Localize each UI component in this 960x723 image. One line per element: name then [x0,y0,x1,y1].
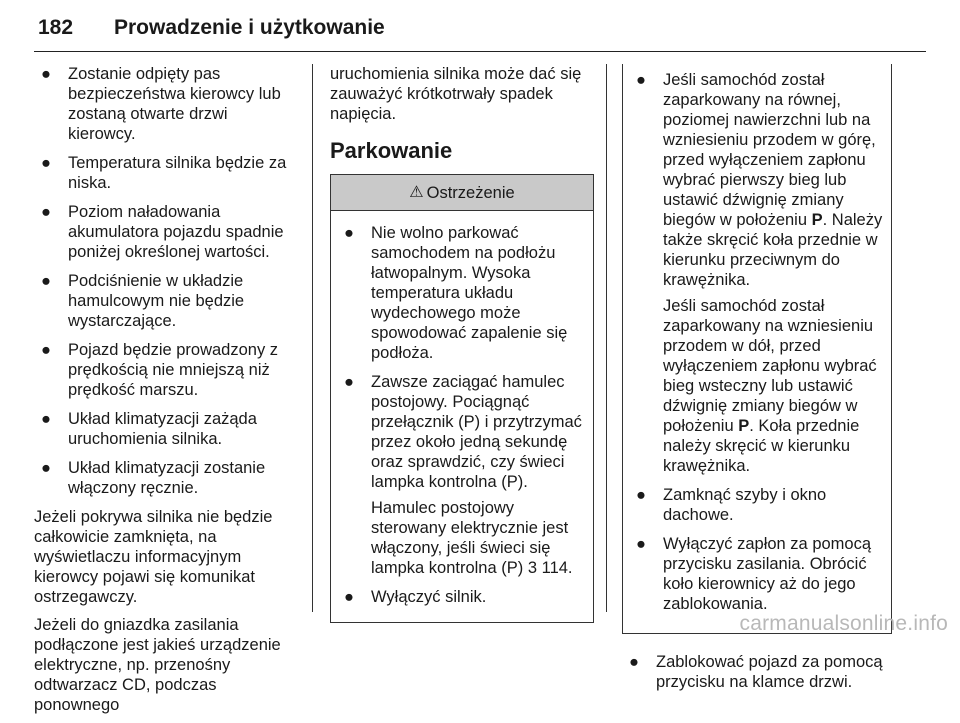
watermark: carmanualsonline.info [739,612,948,635]
list-item: ● Zostanie odpięty pas bezpieczeństwa kierowcy lub zostaną otwarte drzwi kierowcy. [41,65,281,143]
bullet-icon: ● [636,535,646,553]
parking-final-step [622,652,892,692]
bullet-icon: ● [629,653,639,671]
list-item-continuation: Jeśli samochód został zaparkowany na wzniesieniu przodem w dół, przed wyłączeniem zapłonu wybrać bieg wsteczny lub ustawić dźwignię zmiany biegów w położeniu P. Koła przednie należy skręcić w kierunku krawężnika. [663,297,877,475]
bullet-icon: ● [41,341,51,359]
column-divider-2 [606,64,607,612]
list-item: ● Układ klimatyzacji zostanie włączony ręcznie. [41,459,266,497]
column-divider-1 [312,64,313,612]
parking-brake-icon: (P) [501,559,524,577]
page-header [34,8,926,52]
section-title: Parkowanie [330,138,453,163]
list-item: ● Podciśnienie w układzie hamulcowym nie będzie wystarczające. [41,272,245,330]
warning-icon: ⚠ [409,183,424,201]
parking-brake-icon: (P) [501,473,524,491]
list-item: ● Poziom naładowania akumulatora pojazdu spadnie poniżej określonej wartości. [41,203,284,261]
list-item: ● Pojazd będzie prowadzony z prędkością nie mniejszą niż prędkość marszu. [41,341,279,399]
bullet-icon: ● [344,224,354,242]
warning-list [337,223,587,607]
list-item: ● Wyłączyć silnik. [344,588,487,606]
bullet-icon: ● [636,486,646,504]
parking-brake-icon: (P) [458,413,481,431]
list-item: ● Nie wolno parkować samochodem na podłożu łatwopalnym. Wysoka temperatura układu wydechowego może spowodować zapalenie się podłoża. [344,224,568,362]
parking-steps-list [629,70,885,614]
paragraph: Jeżeli pokrywa silnika nie będzie całkowicie zamknięta, na wyświetlaczu informacyjnym kierowcy pojawi się komunikat ostrzegawczy. [34,508,273,606]
page-number: 182 [38,16,74,39]
paragraph: uruchomienia silnika może dać się zauważyć krótkotrwały spadek napięcia. [330,65,582,123]
page-reference[interactable]: 114. [541,559,573,577]
condition-list [34,64,298,498]
list-item: ● Zamknąć szyby i okno dachowe. [636,486,827,524]
bullet-icon: ● [41,410,51,428]
column-2 [330,64,594,623]
parking-steps-box [622,64,892,634]
column-1 [34,64,298,723]
bullet-icon: ● [41,272,51,290]
column-3 [622,64,892,701]
gear-position-p: P [811,211,823,229]
warning-box [330,174,594,623]
bullet-icon: ● [41,65,51,83]
list-item-continuation: Hamulec postojowy sterowany elektrycznie jest włączony, jeśli świeci się lampka kontrolna (P) 3 114. [371,499,573,577]
list-item: ● Wyłączyć zapłon za pomocą przycisku zasilania. Obrócić koło kierownicy aż do jego zablokowania. [636,535,872,613]
page-reference-icon: 3 [527,559,538,577]
bullet-icon: ● [41,203,51,221]
bullet-icon: ● [41,154,51,172]
bullet-icon: ● [636,71,646,89]
bullet-icon: ● [344,588,354,606]
list-item: ● Zawsze zaciągać hamulec postojowy. Pociągnąć przełącznik (P) i przytrzymać przez około jedną sekundę oraz sprawdzić, czy świeci lampka kontrolna (P). Hamulec postojowy sterowany elektrycznie jest włączony, jeśli świeci się lampka kontrolna (P) 3 114. [337,372,587,578]
list-item: ● Temperatura silnika będzie za niska. [41,154,287,192]
list-item: ● Jeśli samochód został zaparkowany na równej, poziomej nawierzchni lub na wzniesieniu przodem w górę, przed wyłączeniem zapłonu wybrać pierwszy bieg lub ustawić dźwignię zmiany biegów w położeniu P. Należy także skręcić koła przednie w kierunku przeciwnym do krawężnika. Jeśli samochód został zaparkowany na wzniesieniu przodem w dół, przed wyłączeniem zapłonu wybrać bieg wsteczny lub ustawić dźwignię zmiany biegów w położeniu P. Koła przednie należy skręcić w kierunku krawężnika. [629,70,885,476]
warning-body [331,211,593,622]
bullet-icon: ● [344,373,354,391]
paragraph: Jeżeli do gniazdka zasilania podłączone jest jakieś urządzenie elektryczne, np. przenośny odtwarzacz CD, podczas ponownego [34,616,281,714]
warning-header [331,175,593,211]
warning-title: Ostrzeżenie [426,183,515,202]
list-item: ● Zablokować pojazd za pomocą przycisku na klamce drzwi. [629,653,883,691]
gear-position-p: P [738,417,750,435]
page-title: Prowadzenie i użytkowanie [114,16,385,39]
list-item: ● Układ klimatyzacji zażąda uruchomienia silnika. [41,410,257,448]
bullet-icon: ● [41,459,51,477]
